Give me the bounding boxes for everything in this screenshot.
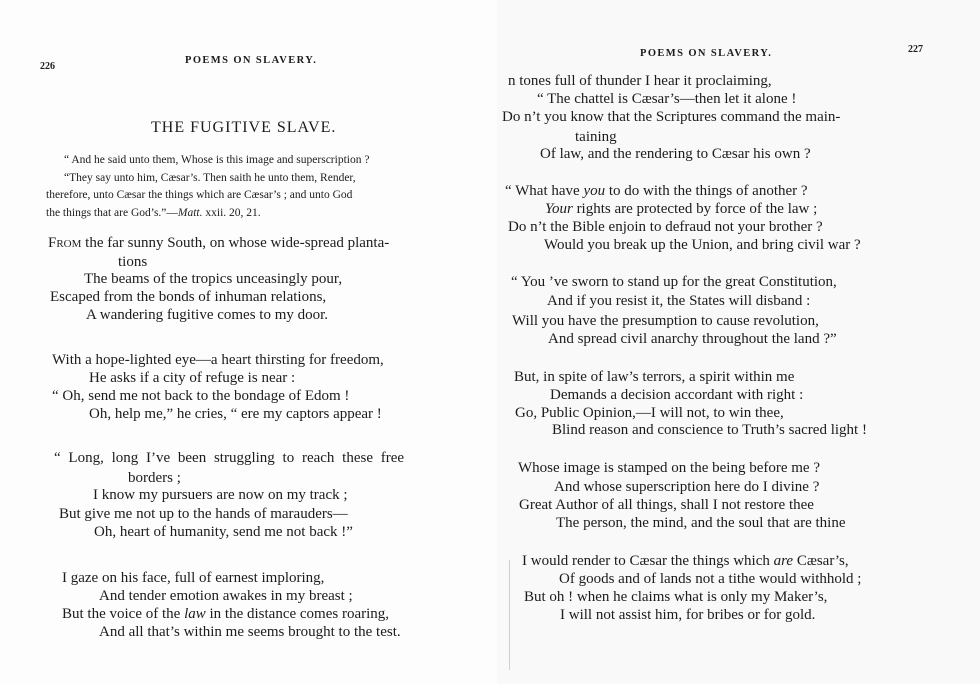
verse-line: Do n’t you know that the Scriptures command the main- xyxy=(502,109,841,125)
verse-line xyxy=(522,553,849,570)
verse-line: Great Author of all things, shall I not restore thee xyxy=(519,497,814,513)
verse-line xyxy=(48,235,389,252)
epigraph xyxy=(46,152,476,222)
right-page-number: 227 xyxy=(908,44,923,55)
verse-line: borders ; xyxy=(128,470,181,486)
verse-line: Oh, heart of humanity, send me not back !” xyxy=(94,524,353,540)
epigraph-line: “ And he said unto them, Whose is this image and superscription ? xyxy=(64,154,370,166)
emphasis-your: Your xyxy=(545,201,573,217)
verse-line: “ Oh, send me not back to the bondage of Edom ! xyxy=(52,388,350,404)
right-page xyxy=(497,0,980,684)
verse-line: “ Long, long I’ve been struggling to reach these free xyxy=(54,450,405,466)
page-gutter xyxy=(509,560,510,670)
verse-line: taining xyxy=(575,129,617,145)
verse-line: I will not assist him, for bribes or for gold. xyxy=(560,607,816,623)
verse-line: And all that’s within me seems brought to the test. xyxy=(99,624,401,640)
verse-line: tions xyxy=(118,254,148,270)
verse-text: in the distance comes roaring, xyxy=(205,606,390,622)
verse-text: But the voice of the xyxy=(62,606,185,622)
verse-line: “ The chattel is Cæsar’s—then let it alone ! xyxy=(537,91,797,107)
verse-line: I know my pursuers are now on my track ; xyxy=(93,487,348,503)
verse-text: I would render to Cæsar the things which xyxy=(522,553,774,569)
verse-line: I gaze on his face, full of earnest imploring, xyxy=(62,570,325,586)
left-running-head: POEMS ON SLAVERY. xyxy=(185,55,318,66)
verse-line: And tender emotion awakes in my breast ; xyxy=(99,588,353,604)
drop-word: From xyxy=(48,235,82,251)
emphasis-you: you xyxy=(583,183,606,199)
verse-text: “ What have xyxy=(505,183,584,199)
verse-line xyxy=(62,606,389,623)
verse-line: n tones full of thunder I hear it proclaiming, xyxy=(508,73,772,89)
epigraph-ref-verse: xxii. 20, 21. xyxy=(202,206,261,219)
verse-line: Blind reason and conscience to Truth’s sacred light ! xyxy=(552,422,867,438)
verse-text: to do with the things of another ? xyxy=(605,183,808,199)
verse-line: The person, the mind, and the soul that are thine xyxy=(556,515,846,531)
verse-line: He asks if a city of refuge is near : xyxy=(89,370,296,386)
verse-line: A wandering fugitive comes to my door. xyxy=(86,307,329,323)
verse-line: Oh, help me,” he cries, “ ere my captors appear ! xyxy=(89,406,382,422)
verse-line: And if you resist it, the States will disband : xyxy=(547,293,811,309)
verse-line: Demands a decision accordant with right : xyxy=(550,387,804,403)
verse-line: Of law, and the rendering to Cæsar his own ? xyxy=(540,146,811,162)
poem-title: THE FUGITIVE SLAVE. xyxy=(151,119,337,136)
epigraph-text: the things that are God’s.”— xyxy=(46,206,178,219)
left-page-number: 226 xyxy=(40,61,55,72)
verse-line xyxy=(505,183,808,200)
epigraph-line: “They say unto him, Cæsar’s. Then saith he unto them, Render, xyxy=(64,171,356,184)
emphasis-are: are xyxy=(773,553,794,569)
verse-line: Of goods and of lands not a tithe would withhold ; xyxy=(559,571,862,587)
verse-line: Will you have the presumption to cause revolution, xyxy=(512,313,819,329)
epigraph-ref-book: Matt. xyxy=(177,206,203,219)
emphasis-law: law xyxy=(184,606,206,622)
verse-line xyxy=(545,201,817,218)
verse-line: “ You ’ve sworn to stand up for the great Constitution, xyxy=(511,274,837,290)
verse-line: With a hope-lighted eye—a heart thirsting for freedom, xyxy=(52,352,384,368)
verse-text: rights are protected by force of the law ; xyxy=(572,201,818,217)
verse-line: But oh ! when he claims what is only my Maker’s, xyxy=(524,589,828,605)
verse-line: But, in spite of law’s terrors, a spirit within me xyxy=(514,369,795,385)
verse-line: Whose image is stamped on the being before me ? xyxy=(518,460,820,476)
verse-line: Escaped from the bonds of inhuman relations, xyxy=(50,289,327,305)
verse-line: Do n’t the Bible enjoin to defraud not your brother ? xyxy=(508,219,823,235)
verse-text: the far sunny South, on whose wide-spread planta- xyxy=(81,235,390,251)
verse-line: And whose superscription here do I divine ? xyxy=(554,479,820,495)
epigraph-line: therefore, unto Cæsar the things which are Cæsar’s ; and unto God xyxy=(46,189,353,201)
verse-text: Cæsar’s, xyxy=(793,553,849,569)
verse-line: The beams of the tropics unceasingly pour, xyxy=(84,271,343,287)
right-running-head: POEMS ON SLAVERY. xyxy=(640,48,773,59)
verse-line: Go, Public Opinion,—I will not, to win thee, xyxy=(515,405,784,421)
verse-line: But give me not up to the hands of marauders— xyxy=(59,506,348,522)
epigraph-line xyxy=(46,205,476,223)
verse-line: Would you break up the Union, and bring civil war ? xyxy=(544,237,861,253)
verse-line: And spread civil anarchy throughout the land ?” xyxy=(548,331,837,347)
